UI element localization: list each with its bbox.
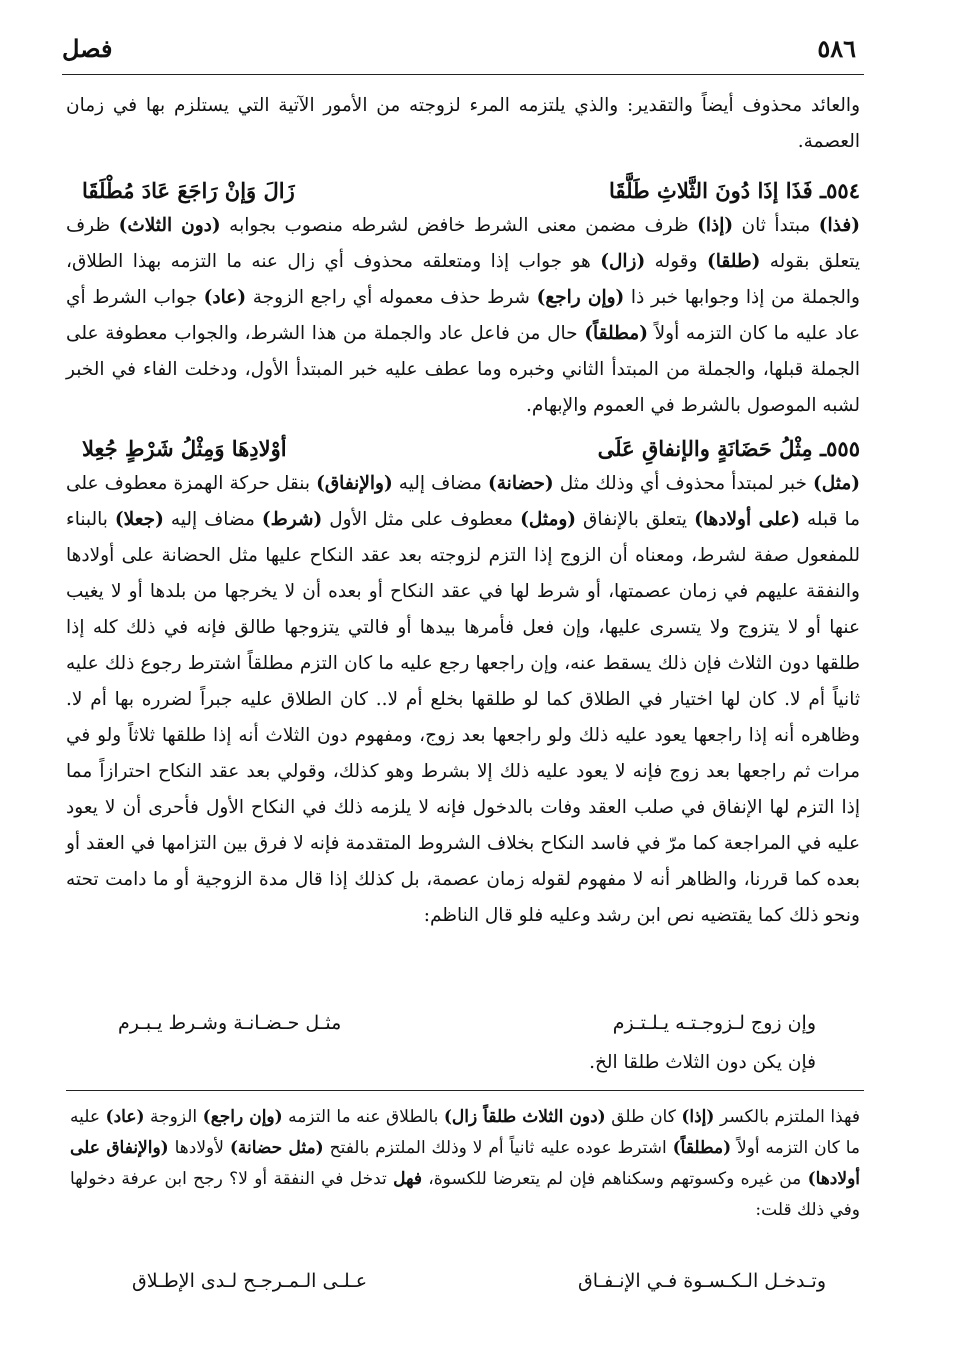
term: (شرط) [261,509,323,530]
term: (مثل حضانة) [229,1138,324,1158]
term: (مطلقاً) [672,1138,732,1158]
term: (حضانة) [488,473,554,494]
term: فهل [393,1169,422,1189]
text: عليه ما كان التزمه أولاً [70,1107,861,1158]
header-divider [62,74,864,75]
page-header [62,28,856,68]
footnote-poem-line [132,1270,826,1292]
text: تدخل في النفقة أو لا؟ رجح ابن عرفة دخولها وفي ذلك قلت: [70,1169,860,1220]
paragraph-text: والعائد محذوف أيضاً والتقدير: والذي يلتزمه المرء لزوجته من الأمور الآتية التي يستلزم بها في زمان العصمة. [66,95,860,152]
text: يتعلق بالإنفاق [576,509,695,530]
poem-line [118,1052,816,1073]
term: (مطلقاً) [584,323,648,344]
text: خبر لمبتدأ محذوف أي وذلك مثل [553,473,813,494]
term: (دون الثلاث) [118,215,221,236]
verse-first-half [598,436,860,461]
poem-line [118,1012,816,1034]
term: (دون الثلاث طلقاً زال) [443,1107,606,1127]
text: شرط حذف معموله أي راجع الزوجة [246,287,537,308]
verse-hemistich-2: أوْلادِهَا وَمِثْلُ شَرْطٍ جُعِلا [82,435,287,461]
verse-hemistich-2: زَالَ وَإنْ رَاجَعَ عَادَ مُطْلَقَا [82,177,295,203]
verse-first-half [609,178,860,203]
text: وقوله [645,251,707,272]
term: (وإن راجع) [202,1107,283,1127]
text: كان طلق [605,1107,682,1127]
term: (ومثل) [520,509,577,530]
commentary-555 [66,466,860,934]
footnote-divider [66,1090,864,1091]
term: (فذا) [818,215,860,236]
paragraph-intro [66,88,860,160]
term: (طلقا) [706,251,761,272]
poem-hemistich-2: مثـل حـضـانـة وشـرط يـبـرم [118,1012,342,1034]
text: ظرف يتعلق بقوله [66,215,860,272]
term: (عاد) [105,1107,145,1127]
term: (والإنفاق على أولادها) [70,1138,860,1189]
text: اشترط عوده عليه ثانياً أم لا وذلك الملتزم بالفتح [323,1138,673,1158]
term: (جعلا) [114,509,164,530]
section-title: فصل [62,33,113,63]
term: (عاد) [203,287,247,308]
text: بنقل حركة الهمزة معطوف على ما قبله [66,473,861,530]
text: فهذا الملتزم بالكسر [714,1107,860,1127]
term: (إذا) [681,1107,715,1127]
text: لأولادها [168,1138,230,1158]
verse-hemistich-1: مِثْلُ حَضَانَةٍ والإنفاقِ عَلَى [597,435,813,461]
commentary-554 [66,208,860,424]
text: الزوجة [144,1107,203,1127]
text: مبتدأ ثان [733,215,819,236]
text: حال من فاعل عاد والجملة من هذا الشرط، والجواب معطوفة على الجملة قبلها، والجملة من المبتدأ الثاني وخبره وما عطف عليه خبر المبتدأ الأول، ودخلت الفاء في الخبر لشبه الموصول بالشرط في العموم والإبهام. [66,323,860,416]
term: (زال) [600,251,646,272]
verse-number: ٥٥٤ـ [820,177,860,203]
term: (وإن راجع) [536,287,625,308]
poem-hemistich-1: وإن زوج لـزوجـتـه يـلـتـزم [612,1012,816,1034]
text: بالبناء للمفعول صفة لشرط، ومعناه أن الزوج إذا التزم لزوجته بعد عقد النكاح عليها مثل الحضانة على أولادها والنفقة عليهم في زمان عصمتها، أو شرط لها في عقد النكاح أو بعده أن لا يخرجها من بلدها أو لا يغيب عنها أو لا يتزوج ولا يتسرى عليها، وإن فعل فأمرها بيدها أو فالتي يتزوجها طالق فإنه في ذلك كله إذا طلقها دون الثلاث فإن ذلك يسقط عنه، وإن راجعها رجع عليه ما كان التزم مطلقاً اشترط رجوع ذلك عليه ثانياً أم لا. كان لها اختيار في الطلاق كما لو طلقها بخلع أم لا.. كان الطلاق عليه جبراً لضرره بها أم لا. وظاهره أنه إذا راجعها يعود عليه ذلك ولو راجعها بعد زوج، ومفهوم دون الثلاث أنه إذا طلقها ثلاثاً ولو في مرات ثم راجعها بعد زوج فإنه لا يعود عليه ذلك إلا بشرط وهو كذلك، وقولي بعد عقد النكاح احترازاً مما إذا التزم لها الإنفاق في صلب العقد وفات بالدخول فإنه لا يلزمه ذلك في النكاح الأول فأحرى أن لا يعود عليه في المراجعة كما مرّ في فاسد النكاح بخلاف الشروط المتقدمة فإنه لا فرق بين التزامها في العقد أو بعده كما قررنا، والظاهر أنه لا مفهوم لقوله زمان عصمة، بل كذلك إذا قال مدة الزوجية أو ما دامت تحته ونحو ذلك كما يقتضيه نص ابن رشد وعليه فلو قال الناظم: [66,509,861,926]
poem-continuation: فإن يكن دون الثلاث طلقا الخ. [589,1052,816,1073]
term: (على أولادها) [694,509,800,530]
term: (والإنفاق) [316,473,393,494]
verse-554 [82,170,860,210]
page-number: ٥٨٦ [817,33,856,63]
text: جواب الشرط أي عاد عليه ما كان التزمه أولاً [66,287,860,344]
text: من غيره وكسوتهم وسكناهم فإن لم يتعرضا للكسوة، [421,1169,808,1189]
term: (إذا) [697,215,734,236]
text: مضاف إليه [163,509,262,530]
poem-hemistich-2: عـلـى الـمـرجـح لـدى الإطـلاق [132,1270,368,1292]
poem-hemistich-1: وتـدخـل الـكـسـوة فـي الإنـفـاق [578,1270,826,1292]
term: (مثل) [813,473,861,494]
verse-hemistich-1: فَذَا إذَا دُونَ الثَّلاثِ طَلَّقَا [609,177,813,203]
text: بالطلاق عنه ما التزمه [282,1107,444,1127]
text: معطوف على مثل الأول [322,509,521,530]
text: هو جواب إذا ومتعلقه محذوف أي زال عنه ما التزمه بهذا الطلاق، والجملة من إذا وجوابها خبر ذا [66,251,860,308]
verse-555 [82,428,860,468]
text: مضاف إليه [392,473,488,494]
text: ظرف مضمن معنى الشرط خافض لشرطه منصوب بجوابه [220,215,698,236]
footnote [70,1102,860,1226]
verse-number: ٥٥٥ـ [820,435,860,461]
